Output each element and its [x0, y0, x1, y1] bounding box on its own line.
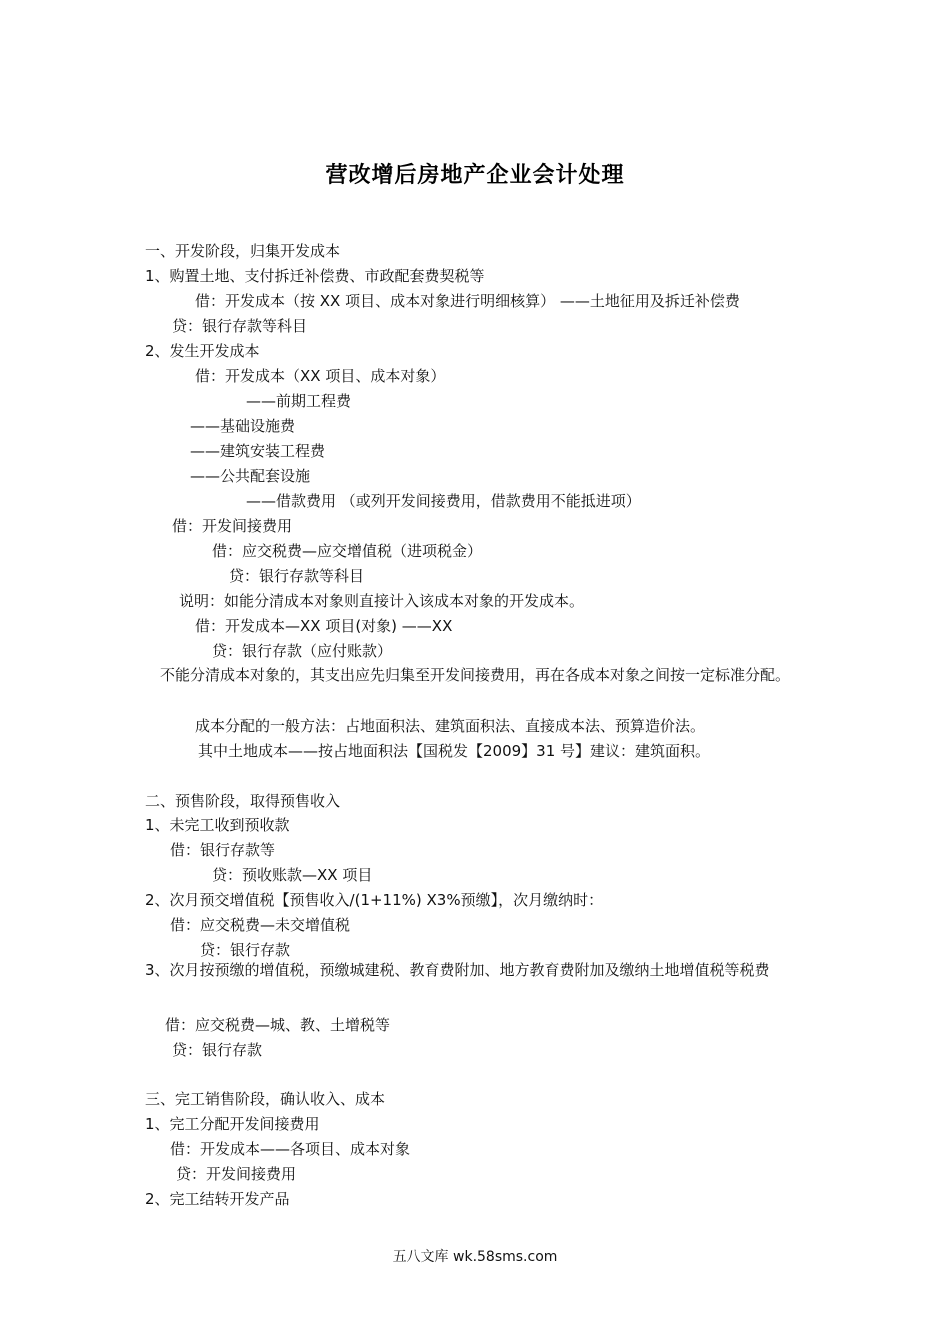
section-heading-1: 一、开发阶段，归集开发成本	[145, 242, 341, 260]
paragraph-line: 借：应交税费—未交增值税	[170, 916, 351, 934]
paragraph-line: 借：开发成本（按 XX 项目、成本对象进行明细核算） ——土地征用及拆迁补偿费	[195, 292, 740, 310]
paragraph-wrapped: 不能分清成本对象的，其支出应先归集至开发间接费用，再在各成本对象之间按一定标准分配。	[160, 666, 791, 684]
paragraph-line: 借：开发间接费用	[172, 517, 293, 535]
paragraph-line: 1、完工分配开发间接费用	[145, 1115, 320, 1133]
section-heading-2: 二、预售阶段，取得预售收入	[145, 792, 341, 810]
paragraph-line: 说明：如能分清成本对象则直接计入该成本对象的开发成本。	[179, 592, 585, 610]
paragraph-line: 1、未完工收到预收款	[145, 816, 290, 834]
paragraph-line: ——建筑安装工程费	[190, 442, 326, 460]
paragraph-line: 2、次月预交增值税【预售收入/(1+11%) X3%预缴】，次月缴纳时：	[145, 891, 604, 909]
section-heading-3: 三、完工销售阶段，确认收入、成本	[145, 1090, 386, 1108]
paragraph-line: ——基础设施费	[190, 417, 296, 435]
paragraph-line: 借：开发成本—XX 项目(对象) ——XX	[195, 617, 453, 635]
paragraph-line: 贷：银行存款等科目	[172, 317, 308, 335]
paragraph-line: 贷：银行存款	[172, 1041, 263, 1059]
footer-watermark: 五八文库 wk.58sms.com	[392, 1249, 558, 1265]
paragraph-line: 贷：预收账款—XX 项目	[212, 866, 373, 884]
paragraph-line: 借：应交税费—城、教、土增税等	[165, 1016, 391, 1034]
paragraph-line: 成本分配的一般方法：占地面积法、建筑面积法、直接成本法、预算造价法。	[195, 717, 706, 735]
paragraph-line: 贷：银行存款等科目	[229, 567, 365, 585]
paragraph-line: 贷：银行存款	[200, 941, 291, 959]
paragraph-line: 贷：银行存款（应付账款）	[212, 642, 393, 660]
paragraph-line: 借：银行存款等	[170, 841, 276, 859]
paragraph-line: ——前期工程费	[246, 392, 352, 410]
paragraph-line: 借：开发成本（XX 项目、成本对象）	[195, 367, 446, 385]
paragraph-line: 其中土地成本——按占地面积法【国税发【2009】31 号】建议：建筑面积。	[198, 742, 711, 760]
paragraph-line: 1、购置土地、支付拆迁补偿费、市政配套费契税等	[145, 267, 485, 285]
paragraph-wrapped: 3、次月按预缴的增值税，预缴城建税、教育费附加、地方教育费附加及缴纳土地增值税等税费	[145, 961, 770, 979]
paragraph-line: 2、完工结转开发产品	[145, 1190, 290, 1208]
paragraph-line: 借：开发成本——各项目、成本对象	[170, 1140, 411, 1158]
paragraph-line: 2、发生开发成本	[145, 342, 260, 360]
paragraph-line: 借：应交税费—应交增值税（进项税金）	[212, 542, 483, 560]
paragraph-line: 贷：开发间接费用	[176, 1165, 297, 1183]
document-title: 营改增后房地产企业会计处理	[325, 163, 625, 188]
paragraph-line: ——公共配套设施	[190, 467, 311, 485]
paragraph-line: ——借款费用 （或列开发间接费用，借款费用不能抵进项）	[246, 492, 641, 510]
